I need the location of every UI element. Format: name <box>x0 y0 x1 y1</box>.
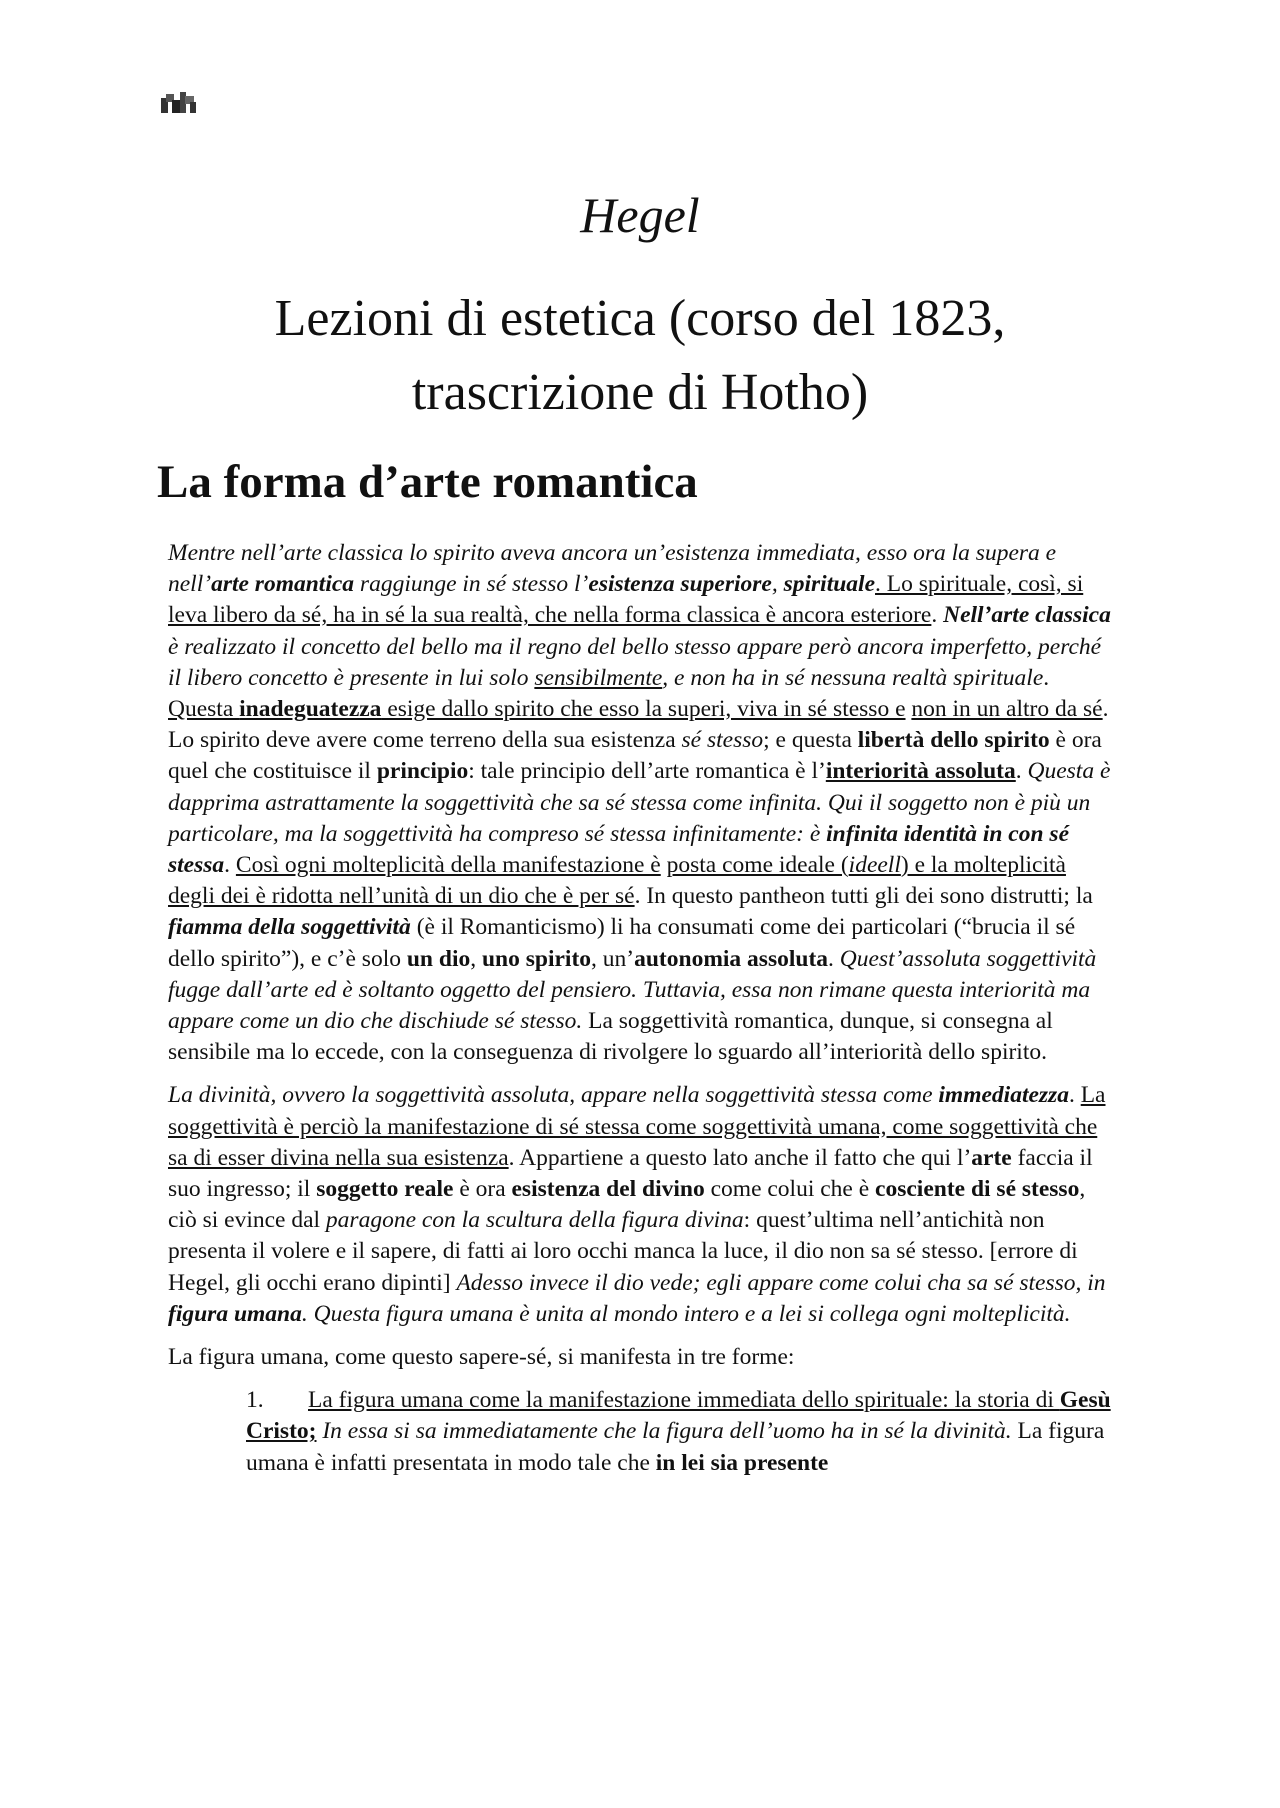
text-run: . In questo pantheon tutti gli dei sono distrutti; la <box>634 883 1093 910</box>
text-run: è ora quel che costituisce il <box>168 727 1102 785</box>
list-item-text <box>246 1387 1111 1475</box>
text-run: immediatezza <box>938 1082 1069 1109</box>
text-run: . Questa figura umana è unita al mondo intero e a lei si collega ogni molteplicità. <box>301 1300 1071 1327</box>
text-run: . <box>224 852 236 879</box>
text-run: paragone con la scultura della figura divina <box>325 1207 744 1234</box>
text-run: esistenza superiore <box>588 571 772 598</box>
text-run: faccia il suo ingresso; il <box>168 1144 1093 1203</box>
list-number: 1. <box>246 1387 264 1414</box>
text-run: posta come ideale ( <box>666 852 849 879</box>
paragraph <box>168 1342 1113 1373</box>
text-run: figura umana <box>168 1300 302 1327</box>
text-run: interiorità assoluta <box>825 758 1016 785</box>
text-run: La figura umana è infatti presentata in modo tale che <box>246 1418 1105 1476</box>
body-text <box>168 538 1113 1479</box>
text-run: spirituale <box>783 571 876 598</box>
text-run: Adesso invece il dio vede; egli appare come colui cha sa sé stesso, in <box>456 1269 1106 1296</box>
text-run: esistenza del divino <box>511 1176 705 1203</box>
text-run: : tale principio dell’arte romantica è l’ <box>468 758 826 785</box>
text-run: . Lo spirituale, così, si <box>875 571 1084 598</box>
text-run: . <box>1043 664 1050 691</box>
text-run: inadeguatezza <box>239 696 382 723</box>
text-run: leva libero da sé, ha in sé la sua realtà, che nella forma classica è ancora esteriore <box>168 602 932 629</box>
text-run: . <box>828 945 840 972</box>
text-run: In essa si sa immediatamente che la figura dell’uomo ha in sé la divinità. <box>322 1418 1012 1445</box>
author-title: Hegel <box>580 187 700 243</box>
paragraph <box>168 1080 1113 1330</box>
text-run: , <box>470 945 482 972</box>
text-run: fiamma della soggettività <box>168 914 411 941</box>
text-run: La divinità, ovvero la soggettività assoluta, appare nella soggettività stessa come <box>168 1082 939 1109</box>
text-run: cosciente di sé stesso <box>875 1176 1080 1203</box>
text-run: La figura umana come la manifestazione immediata dello spirituale: la storia di <box>308 1387 1060 1414</box>
text-run: come colui che è <box>704 1176 876 1203</box>
text-run: è realizzato il concetto del bello ma il regno del bello stesso appare però ancora imperfetto, perché il libero concetto è presente in lui solo <box>168 633 1102 691</box>
document-subtitle: Lezioni di estetica (corso del 1823, trascrizione di Hotho) <box>274 290 1006 421</box>
text-run: autonomia assoluta <box>634 945 829 972</box>
text-run: principio <box>376 758 469 785</box>
text-run: : quest’ultima nell’antichità non presenta il volere e il sapere, di fatti ai loro occhi manca la luce, il dio non sa sé stesso. [errore di Hegel, gli occhi erano dipinti] <box>168 1207 1078 1296</box>
text-run: arte <box>971 1144 1012 1171</box>
text-run: sensibilmente <box>534 664 663 691</box>
text-run: ) e la molteplicità degli dei è ridotta nell’unità di un dio che è per sé <box>168 852 1066 910</box>
text-run: Quest’assoluta soggettività fugge dall’arte ed è soltanto oggetto del pensiero. Tuttavia, essa non rimane questa interiorità ma appare come un dio che dischiude sé stesso. <box>168 945 1097 1035</box>
text-run: libertà dello spirito <box>857 727 1050 754</box>
text-run: esige dallo spirito che esso la superi, viva in sé stesso e <box>381 696 906 723</box>
text-run: . Lo spirito deve avere come terreno della sua esistenza <box>168 696 1109 754</box>
text-run: uno spirito <box>481 945 592 972</box>
numbered-list <box>168 1385 1113 1479</box>
text-run: . <box>1068 1082 1081 1109</box>
text-run: Nell’arte classica <box>943 602 1111 629</box>
text-run: . Appartiene a questo lato anche il fatto che qui l’ <box>508 1144 972 1171</box>
text-run: . <box>1015 758 1028 785</box>
text-run: (è il Romanticismo) li ha consumati come dei particolari (“brucia il sé dello spirito”), e c’è solo <box>168 914 1076 972</box>
text-run: soggetto reale <box>316 1176 454 1203</box>
text-run: , e non ha in sé nessuna realtà spirituale <box>662 664 1044 691</box>
text-run: Mentre nell’arte classica lo spirito aveva ancora un’esistenza immediata, esso ora la supera e nell’ <box>168 540 1057 598</box>
text-run: . <box>931 602 944 629</box>
list-item <box>246 1385 1113 1479</box>
text-run: non in un altro da sé <box>911 696 1103 723</box>
text-run: ideell <box>848 852 901 879</box>
text-run: , un’ <box>591 945 635 972</box>
text-run: ; e questa <box>763 727 858 754</box>
text-run: , ciò si evince dal <box>168 1176 1086 1234</box>
text-run: infinita identità in con sé stessa <box>168 820 1070 879</box>
text-run: , <box>771 571 784 598</box>
text-run: arte romantica <box>211 571 355 598</box>
text-run: raggiunge in sé stesso l’ <box>354 571 589 598</box>
text-run: un dio <box>406 945 471 972</box>
text-run: sa di esser divina nella sua esistenza <box>168 1144 509 1171</box>
logo-icon <box>160 88 200 118</box>
section-heading: La forma d’arte romantica <box>157 456 698 508</box>
text-run: Questa <box>168 696 240 723</box>
text-run: sé stesso <box>681 727 764 754</box>
text-run: in lei sia presente <box>655 1449 829 1476</box>
text-run: Questa è dapprima astrattamente la soggettività che sa sé stessa come infinita. Qui il soggetto non è più un particolare, ma la soggettività ha compreso sé stessa infinitamente: è <box>168 758 1111 847</box>
paragraph <box>168 538 1113 1068</box>
text-run: è ora <box>453 1176 512 1203</box>
text-run: La figura umana, come questo sapere-sé, si manifesta in tre forme: <box>168 1344 795 1371</box>
text-run: Gesù Cristo; <box>246 1387 1111 1445</box>
text-run: La <box>1080 1082 1106 1109</box>
text-run: Così ogni molteplicità della manifestazione è <box>235 852 661 879</box>
text-run: soggettività è perciò la manifestazione di sé stessa come soggettività umana, come soggettività che <box>168 1113 1098 1140</box>
text-run: La soggettività romantica, dunque, si consegna al sensibile ma lo eccede, con la conseguenza di rivolgere lo sguardo all’interiorità dello spirito. <box>168 1008 1053 1066</box>
